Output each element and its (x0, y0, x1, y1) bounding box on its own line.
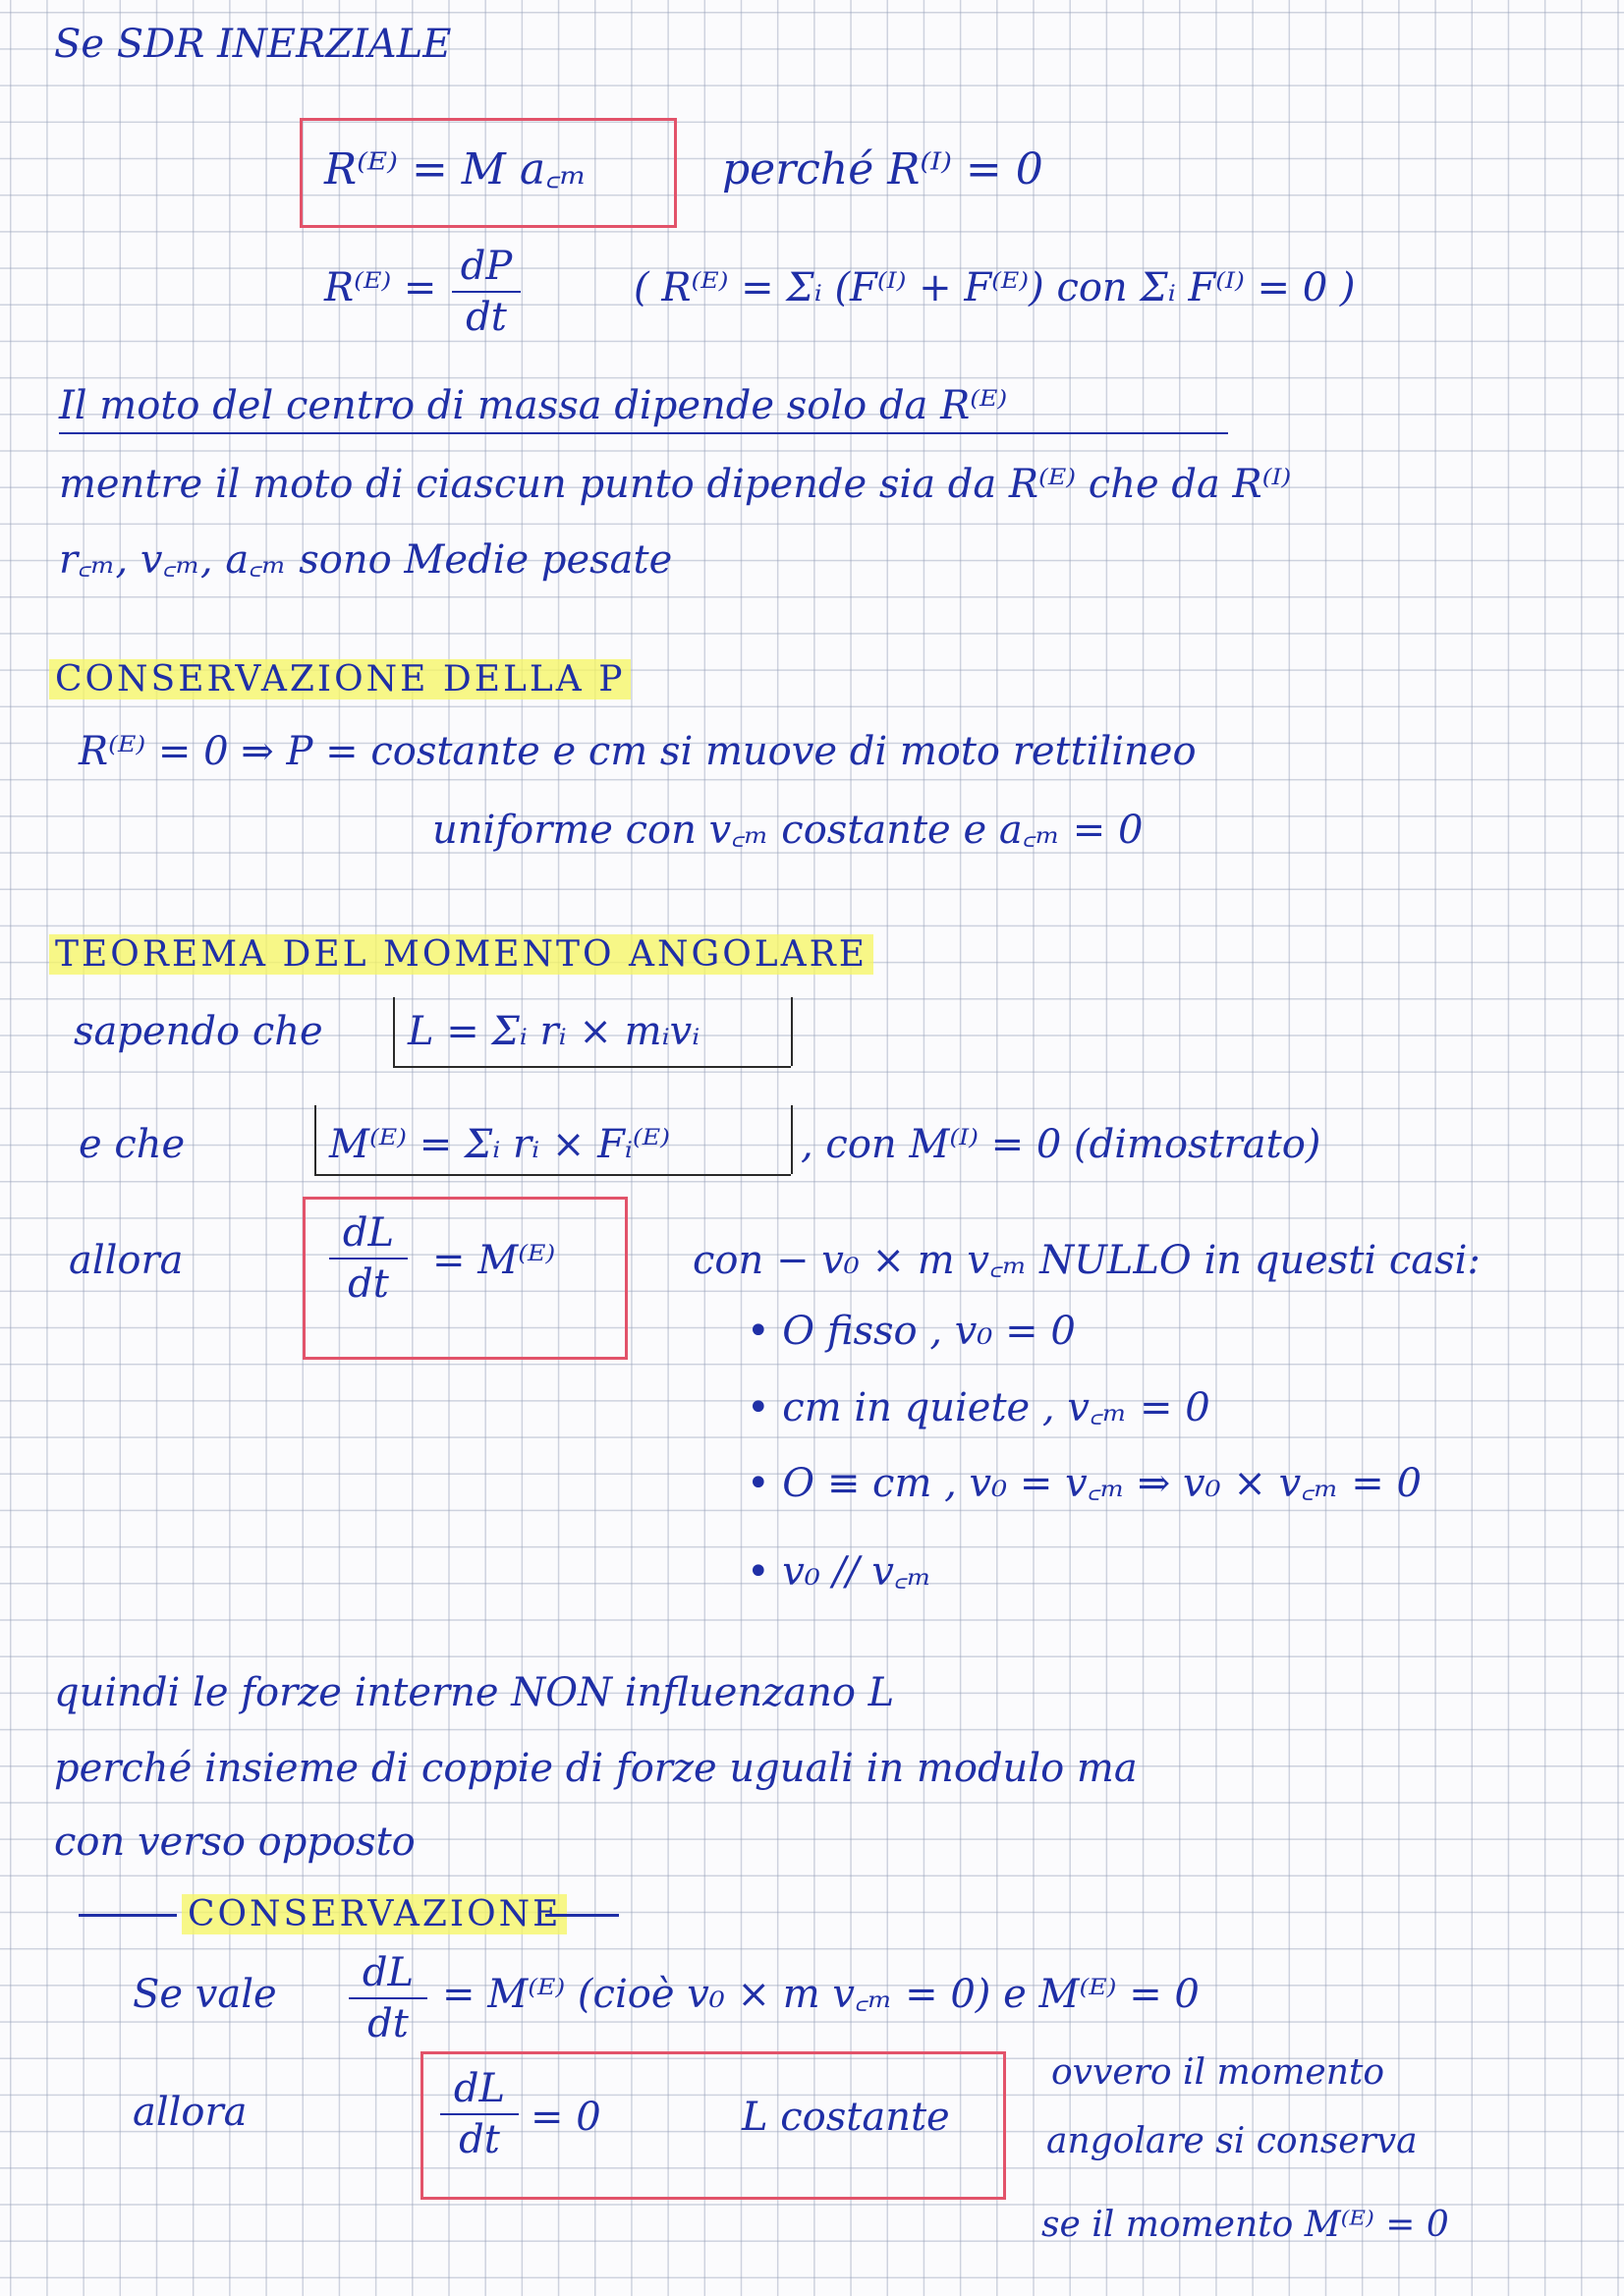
fraction-numerator: dP (460, 244, 513, 289)
text-se-vale: Se vale (133, 1972, 277, 2017)
text-verso-opposto: con verso opposto (54, 1820, 416, 1865)
fraction-bar (440, 2113, 519, 2115)
heading-sdr-inerziale: Se SDR INERZIALE (54, 22, 452, 67)
bracket-right-l (791, 997, 793, 1066)
text-conservazione-p-2: uniforme con v꜀ₘ costante e a꜀ₘ = 0 (432, 808, 1144, 853)
text-se-momento-zero: se il momento M⁽ᴱ⁾ = 0 (1041, 2205, 1449, 2245)
fraction-dl-dt-2 (349, 1950, 427, 2046)
fraction-numerator: dL (362, 1950, 415, 1995)
heading-conservazione (182, 1888, 567, 1939)
formula-r-sum: ( R⁽ᴱ⁾ = Σᵢ (F⁽ᴵ⁾ + F⁽ᴱ⁾) con Σᵢ F⁽ᴵ⁾ = 0 ) (634, 265, 1356, 310)
fraction-bar (349, 1997, 427, 1999)
fraction-numerator: dL (342, 1210, 395, 1256)
formula-condition-conservation: = M⁽ᴱ⁾ (cioè v₀ × m v꜀ₘ = 0) e M⁽ᴱ⁾ = 0 (442, 1972, 1200, 2017)
formula-angular-momentum: L = Σᵢ rᵢ × mᵢvᵢ (408, 1009, 700, 1054)
dash-right (545, 1914, 619, 1917)
bracket-right-m (791, 1105, 793, 1174)
text-ovvero-momento: ovvero il momento (1051, 2052, 1385, 2093)
formula-newton-cm: R⁽ᴱ⁾ = M a꜀ₘ (324, 144, 588, 195)
formula-torque: M⁽ᴱ⁾ = Σᵢ rᵢ × Fᵢ⁽ᴱ⁾ (329, 1122, 670, 1167)
list-item-o-fisso: • O fisso , v₀ = 0 (747, 1309, 1076, 1354)
bracket-left-m (314, 1105, 316, 1174)
text-coppie-forze: perché insieme di coppie di forze uguali in modulo ma (54, 1746, 1138, 1791)
heading-teorema-momento-angolare (49, 928, 873, 980)
text-angolare-conserva: angolare si conserva (1046, 2121, 1418, 2161)
formula-r-equals: R⁽ᴱ⁾ = (324, 265, 437, 310)
bracket-left-l (393, 997, 395, 1066)
fraction-dl-dt-1 (329, 1210, 408, 1307)
fraction-dp-dt (452, 244, 521, 340)
fraction-numerator: dL (453, 2066, 506, 2111)
formula-dl-dt-equals-m: = M⁽ᴱ⁾ (432, 1238, 556, 1283)
text-nullo-casi: con − v₀ × m v꜀ₘ NULLO in questi casi: (693, 1238, 1481, 1283)
bracket-bottom-m (314, 1174, 791, 1176)
list-item-parallel: • v₀ // v꜀ₘ (747, 1549, 932, 1595)
fraction-denominator: dt (348, 1261, 389, 1307)
fraction-bar (329, 1258, 408, 1260)
formula-internal-zero: perché R⁽ᴵ⁾ = 0 (722, 144, 1043, 195)
formula-dl-dt-zero: = 0 (531, 2095, 601, 2140)
fraction-bar (452, 291, 521, 293)
underline-moto-centro-massa (59, 432, 1228, 434)
text-conservazione-p-1: R⁽ᴱ⁾ = 0 ⇒ P = costante e cm si muove di moto rettilineo (79, 729, 1197, 774)
highlight-teorema-momento-angolare: TEOREMA DEL MOMENTO ANGOLARE (49, 934, 873, 975)
fraction-denominator: dt (459, 2117, 500, 2162)
list-item-cm-quiete: • cm in quiete , v꜀ₘ = 0 (747, 1385, 1210, 1430)
text-l-costante: L costante (742, 2095, 950, 2140)
text-sapendo-che: sapendo che (74, 1009, 323, 1054)
list-item-o-coincide-cm: • O ≡ cm , v₀ = v꜀ₘ ⇒ v₀ × v꜀ₘ = 0 (747, 1461, 1422, 1506)
dash-left (79, 1914, 177, 1917)
text-internal-torque-zero: , con M⁽ᴵ⁾ = 0 (dimostrato) (801, 1122, 1321, 1167)
text-e-che: e che (79, 1122, 186, 1167)
text-moto-punto: mentre il moto di ciascun punto dipende sia da R⁽ᴱ⁾ che da R⁽ᴵ⁾ (59, 462, 1292, 507)
text-allora-1: allora (69, 1238, 184, 1283)
highlight-conservazione: CONSERVAZIONE (182, 1894, 567, 1934)
heading-conservazione-p (49, 653, 631, 704)
bracket-bottom-l (393, 1066, 791, 1068)
fraction-denominator: dt (367, 2001, 409, 2046)
text-medie-pesate: r꜀ₘ, v꜀ₘ, a꜀ₘ sono Medie pesate (59, 537, 673, 583)
text-forze-interne: quindi le forze interne NON influenzano L (54, 1670, 895, 1715)
fraction-dl-dt-3 (440, 2066, 519, 2162)
text-allora-2: allora (133, 2090, 248, 2135)
highlight-conservazione-p: CONSERVAZIONE DELLA P (49, 659, 631, 700)
text-moto-centro-massa: Il moto del centro di massa dipende solo da R⁽ᴱ⁾ (59, 383, 1008, 428)
fraction-denominator: dt (466, 295, 507, 340)
